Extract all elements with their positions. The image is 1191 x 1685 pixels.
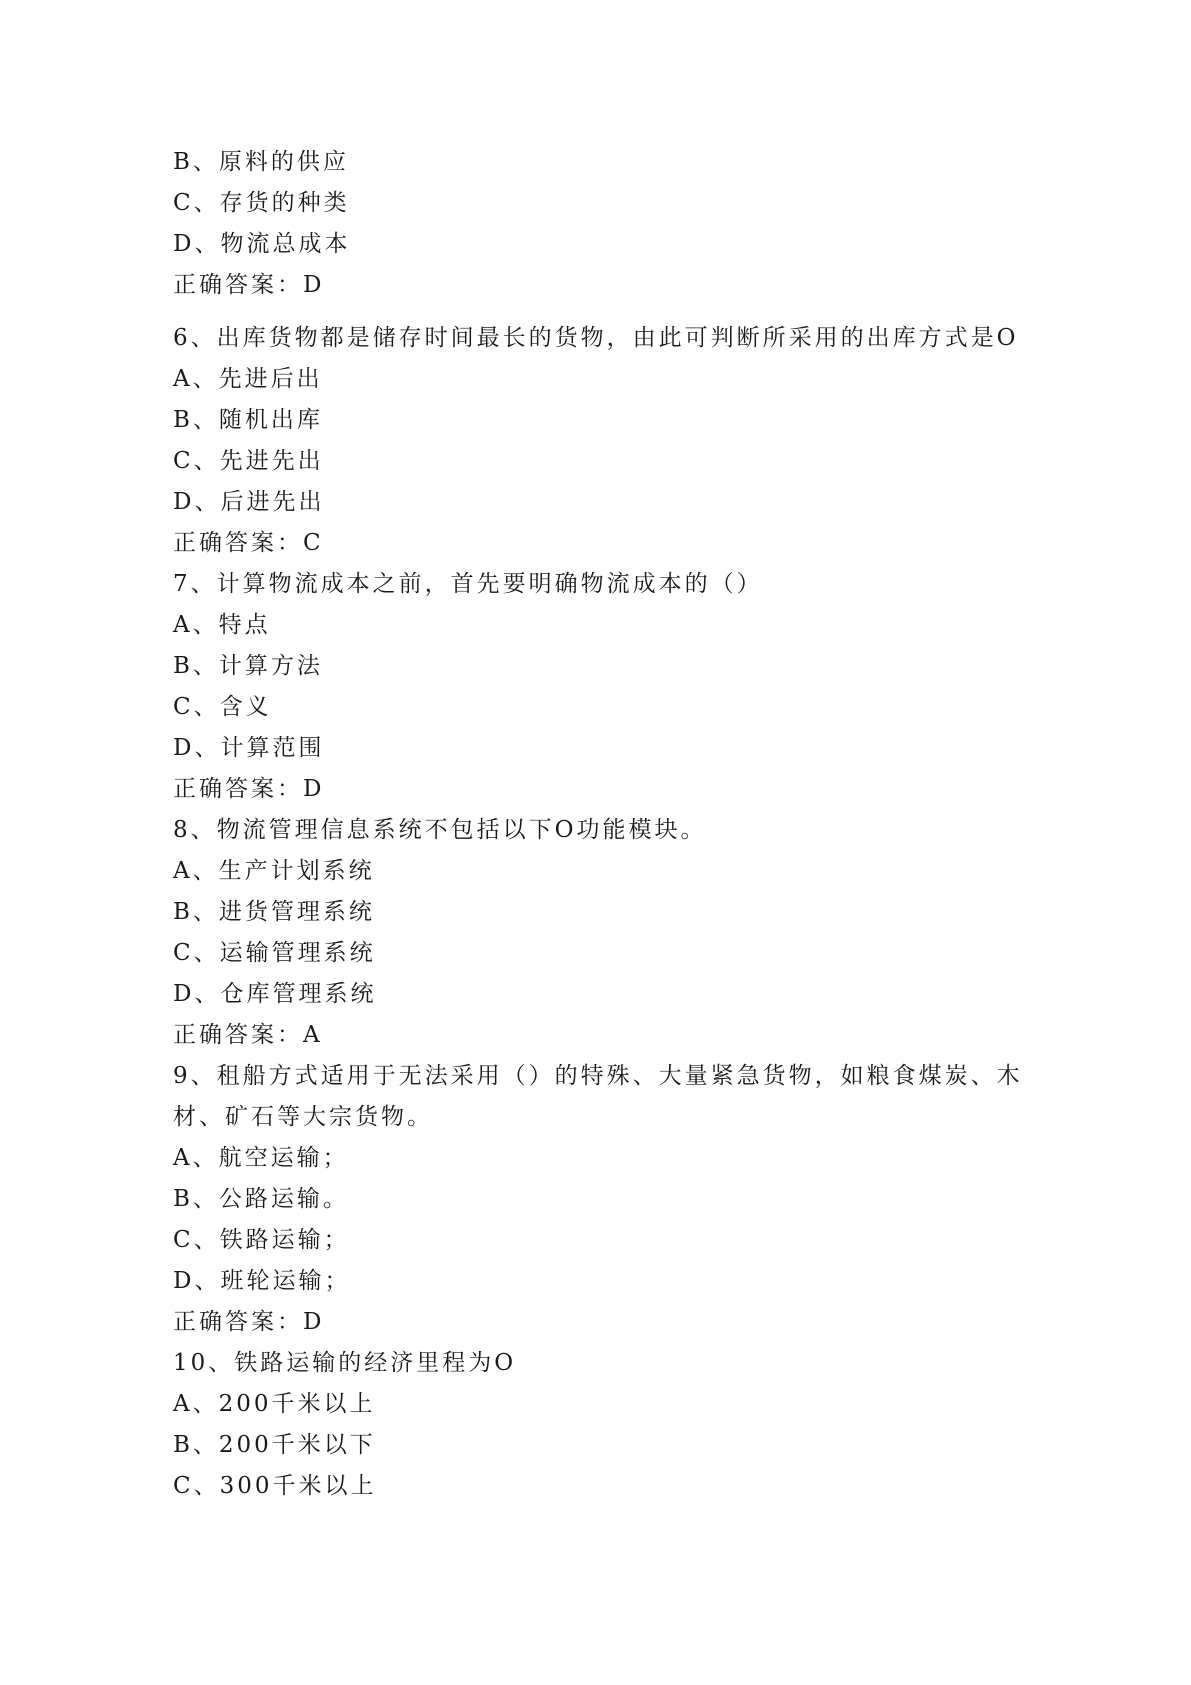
answer-line: 正确答案：D	[173, 272, 325, 298]
option-a: A、生产计划系统	[173, 858, 375, 884]
answer-line: 正确答案：D	[173, 1309, 325, 1335]
option-b: B、原料的供应	[173, 149, 349, 175]
option-c: C、300千米以上	[173, 1473, 377, 1499]
answer-line: 正确答案：A	[173, 1022, 323, 1048]
option-b: B、计算方法	[173, 653, 323, 679]
question-text: 8、物流管理信息系统不包括以下O功能模块。	[173, 817, 707, 843]
option-c: C、含义	[173, 694, 272, 720]
option-b: B、进货管理系统	[173, 899, 375, 925]
option-d: D、物流总成本	[173, 231, 351, 257]
question-block-7	[173, 564, 1033, 810]
question-block-5	[173, 142, 1033, 306]
question-text: 10、铁路运输的经济里程为O	[173, 1350, 517, 1376]
option-a: A、200千米以上	[173, 1391, 376, 1417]
answer-line: 正确答案：C	[173, 530, 324, 556]
option-a: A、先进后出	[173, 366, 323, 392]
option-c: C、运输管理系统	[173, 940, 376, 966]
option-d: D、计算范围	[173, 735, 325, 761]
option-b: B、随机出库	[173, 407, 323, 433]
question-block-8	[173, 810, 1033, 1056]
option-c: C、存货的种类	[173, 190, 350, 216]
question-text: 6、出库货物都是储存时间最长的货物，由此可判断所采用的出库方式是O	[173, 325, 1019, 351]
option-c: C、先进先出	[173, 448, 324, 474]
option-b: B、公路运输。	[173, 1186, 349, 1212]
question-block-6	[173, 318, 1033, 564]
option-c: C、铁路运输；	[173, 1227, 350, 1253]
question-block-9	[173, 1056, 1033, 1343]
question-text: 9、租船方式适用于无法采用（）的特殊、大量紧急货物，如粮食煤炭、木材、矿石等大宗货物。	[173, 1063, 1023, 1130]
question-list	[173, 142, 1033, 1507]
question-block-10	[173, 1343, 1033, 1507]
question-text: 7、计算物流成本之前，首先要明确物流成本的（）	[173, 571, 763, 597]
option-d: D、后进先出	[173, 489, 325, 515]
option-a: A、航空运输；	[173, 1145, 349, 1171]
option-b: B、200千米以下	[173, 1432, 376, 1458]
option-d: D、班轮运输；	[173, 1268, 351, 1294]
option-a: A、特点	[173, 612, 271, 638]
option-d: D、仓库管理系统	[173, 981, 377, 1007]
answer-line: 正确答案：D	[173, 776, 325, 802]
